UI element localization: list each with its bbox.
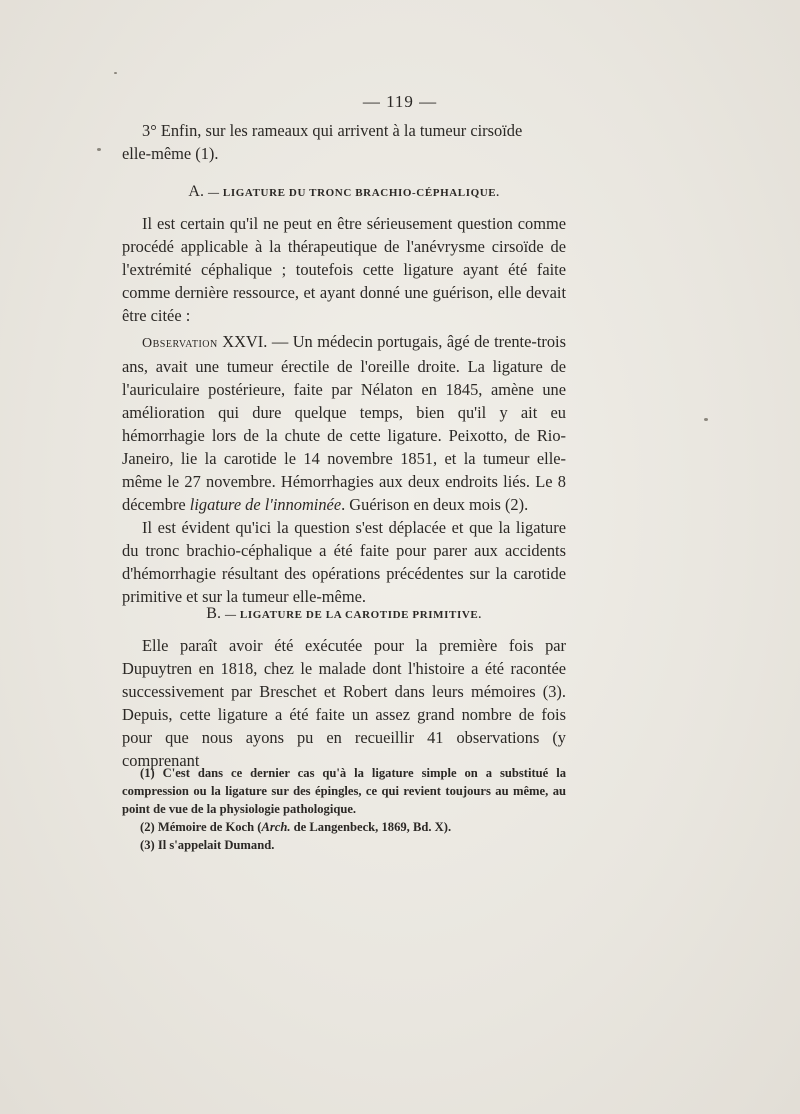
paragraph-b-text: Elle paraît avoir été exécutée pour la première fois par Dupuytren en 1818, chez le malade dont l'histoire a été racontée successivement par Breschet et Robert dans leurs mémoires (3). Depuis, cette ligature a été faite un assez grand nombre de fois pour que nous ayons pu en recueillir 41 observations (y comprenant: [122, 636, 566, 770]
footnote-3: (3) Il s'appelait Dumand.: [140, 838, 275, 852]
page-number: — 119 —: [362, 92, 438, 111]
footnote-2: [122, 818, 566, 836]
observation-paragraph: [122, 330, 566, 516]
paragraph-b: [122, 634, 566, 772]
footnotes: [122, 764, 566, 854]
paper-speck: [97, 148, 101, 151]
intro-line-2: elle-même (1).: [122, 144, 219, 163]
section-b-letter: B.: [206, 605, 221, 622]
section-a-heading: [122, 180, 566, 205]
observation-text-2: . Guérison en deux mois (2).: [341, 495, 529, 514]
observation-xxvi: [122, 330, 566, 608]
observation-label: Observation: [142, 336, 218, 351]
intro-block: [122, 119, 566, 165]
observation-italic: ligature de l'innominée: [189, 495, 342, 514]
paper-speck: [114, 72, 117, 74]
footnote-2-italic: Arch.: [261, 820, 291, 834]
footnote-2-text-2: de Langenbeck, 1869, Bd. X).: [290, 820, 452, 834]
observation-paragraph-2: Il est évident qu'ici la question s'est déplacée et que la ligature du tronc brachio-céphalique a été faite pour parer aux accidents d'hémorrhagie résultant des opérations précédentes sur la carotide primitive et sur la tumeur elle-même.: [122, 518, 566, 606]
section-b-title: — LIGATURE DE LA CAROTIDE PRIMITIVE.: [224, 609, 482, 621]
paragraph-a: [122, 212, 566, 327]
section-a-letter: A.: [188, 183, 204, 200]
footnote-2-text-1: (2) Mémoire de Koch (: [140, 820, 262, 834]
paragraph-a-text: Il est certain qu'il ne peut en être sérieusement question comme procédé applicable à la thérapeutique de l'anévrysme cirsoïde de l'extrémité céphalique ; toutefois cette ligature ayant été faite comme dernière ressource, et ayant donné une guérison, elle devait être citée :: [122, 214, 566, 325]
section-a-title: — LIGATURE DU TRONC BRACHIO-CÉPHALIQUE.: [207, 187, 500, 199]
footnote-1: (1) C'est dans ce dernier cas qu'à la ligature simple on a substitué la compression ou la ligature sur des épingles, ce qui revient toujours au même, au point de vue de la physiologie pathologique.: [122, 766, 566, 816]
intro-line-1: 3° Enfin, sur les rameaux qui arrivent à la tumeur cirsoïde: [142, 121, 523, 140]
observation-text-1: — Un médecin portugais, âgé de trente-trois ans, avait une tumeur érectile de l'oreille droite. La ligature de l'auriculaire postérieure, faite par Nélaton en 1845, amène une amélioration qui dure quelque temps, bien qu'il y ait eu hémorrhagie lors de la chute de cette ligature. Peixotto, de Rio-Janeiro, lie la carotide le 14 novembre 1851, et la tumeur elle-même le 27 novembre. Hémorrhagies aux deux endroits liés. Le 8 décembre: [122, 332, 566, 514]
section-b-heading: [122, 602, 566, 627]
observation-number: XXVI.: [222, 332, 268, 351]
paper-speck: [704, 418, 708, 421]
